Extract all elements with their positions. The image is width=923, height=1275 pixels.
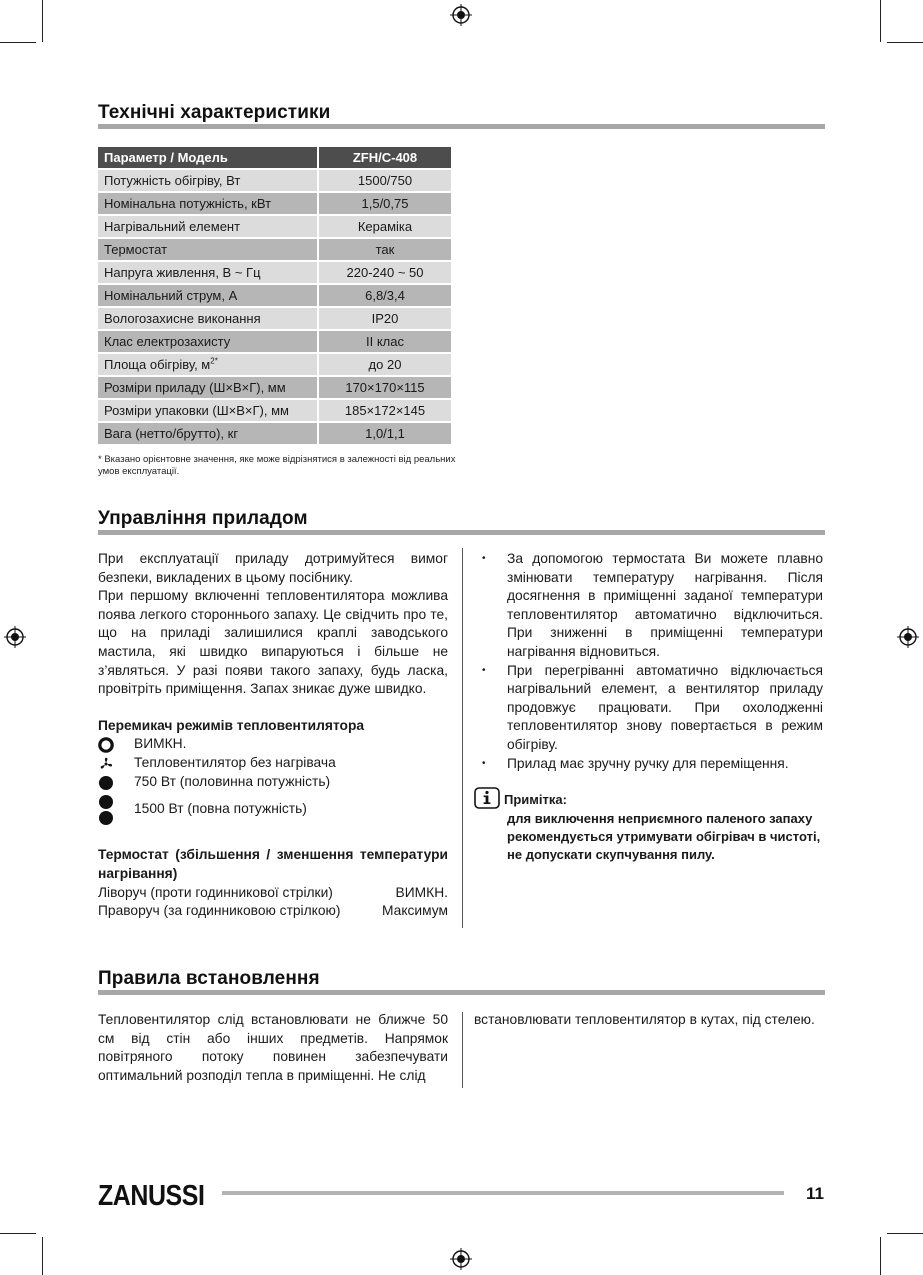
- spec-param: Номінальний струм, А: [98, 285, 319, 306]
- mode-item: [98, 754, 448, 773]
- thermostat-row: [98, 884, 448, 903]
- crop-mark: [887, 1233, 923, 1234]
- install-left-column: [98, 1011, 448, 1085]
- spec-value: так: [319, 239, 451, 260]
- bullet-text: При перегріванні автоматично відключається нагрівальний елемент, а вентилятор приладу продовжує працювати. При охолодженні тепловентилятор знову повертається в режим обігріву.: [507, 662, 823, 752]
- spec-header-param: Параметр / Модель: [98, 147, 319, 168]
- table-row: [98, 400, 451, 421]
- paragraph: встановлювати тепловентилятор в кутах, під стелею.: [474, 1012, 815, 1027]
- spec-param: Клас електрозахисту: [98, 331, 319, 352]
- spec-param: Розміри приладу (Ш×В×Г), мм: [98, 377, 319, 398]
- brand-logo: ZANUSSI: [98, 1180, 205, 1212]
- spec-param: Потужність обігріву, Вт: [98, 170, 319, 191]
- mode-label: ВИМКН.: [134, 736, 187, 752]
- control-section-title: Управління приладом: [98, 508, 308, 529]
- crop-mark: [880, 0, 881, 42]
- spec-value: IP20: [319, 308, 451, 329]
- spec-value: 220-240 ~ 50: [319, 262, 451, 283]
- spec-value: 1500/750: [319, 170, 451, 191]
- spec-value: 6,8/3,4: [319, 285, 451, 306]
- table-row: [98, 216, 451, 237]
- thermostat-title: Термостат (збільшення / зменшення температури нагрівання): [98, 847, 448, 881]
- bullet-icon: •: [482, 553, 486, 564]
- paragraph: При першому включенні тепловентилятора можлива поява легкого стороннього запаху. Це свідчить про те, що на приладі залишилися краплі заводського мастила, які швидко випаруються і більше не з’являться. У разі появи такого запаху, будь ласка, провітріть приміщення. Запах зникає дуже швидко.: [98, 588, 448, 697]
- crop-mark: [0, 1233, 36, 1234]
- spec-param: [98, 354, 319, 375]
- table-row: [98, 331, 451, 352]
- spec-param: Вологозахисне виконання: [98, 308, 319, 329]
- thermostat-direction: Праворуч (за годинниковою стрілкою): [98, 903, 341, 919]
- mode-label: Тепловентилятор без нагрівача: [134, 755, 336, 771]
- spec-param: Напруга живлення, В ~ Гц: [98, 262, 319, 283]
- spec-param-area: Площа обігріву, м: [104, 357, 211, 372]
- spec-value: 1,0/1,1: [319, 423, 451, 444]
- section-divider: [98, 530, 825, 535]
- column-divider: [462, 548, 463, 928]
- bullet-text: Прилад має зручну ручку для переміщення.: [507, 755, 789, 771]
- control-right-column: [474, 550, 823, 864]
- table-row: [98, 170, 451, 191]
- spec-table: [98, 145, 451, 446]
- spec-value: II клас: [319, 331, 451, 352]
- crop-mark: [42, 1237, 43, 1275]
- install-right-column: [474, 1011, 823, 1030]
- info-icon: [474, 787, 500, 809]
- registration-mark-icon: [450, 4, 472, 26]
- spec-header-model: ZFH/C-408: [319, 147, 451, 168]
- list-item: [474, 755, 823, 774]
- paragraph: Тепловентилятор слід встановлювати не ближче 50 см від стін або інших предметів. Напрямок повітряного потоку повинен забезпечувати оптимальний розподіл тепла в приміщенні. Не слід: [98, 1012, 448, 1083]
- page-number: 11: [806, 1184, 824, 1203]
- note-block: [474, 791, 823, 864]
- one-dot-icon: [98, 775, 114, 791]
- table-row: [98, 262, 451, 283]
- two-dots-icon: [98, 794, 114, 826]
- crop-mark: [0, 42, 36, 43]
- thermostat-direction: Ліворуч (проти годинникової стрілки): [98, 884, 333, 900]
- spec-footnote: * Вказано орієнтовне значення, яке може відрізнятися в залежності від реальних умов експлуатації.: [98, 454, 456, 477]
- column-divider: [462, 1012, 463, 1088]
- bullet-icon: •: [482, 664, 486, 676]
- mode-label: 1500 Вт (повна потужність): [134, 801, 307, 817]
- paragraph: При експлуатації приладу дотримуйтеся вимог безпеки, викладених в цьому посібнику.: [98, 551, 448, 585]
- table-row: [98, 285, 451, 306]
- bullet-icon: •: [482, 757, 486, 769]
- registration-mark-icon: [450, 1248, 472, 1270]
- area-superscript: 2*: [210, 356, 218, 366]
- spec-param: Вага (нетто/брутто), кг: [98, 423, 319, 444]
- spec-param: Номінальна потужність, кВт: [98, 193, 319, 214]
- note-title: Примітка:: [504, 792, 567, 808]
- table-row: [98, 377, 451, 398]
- mode-item: [98, 735, 448, 754]
- table-row: [98, 308, 451, 329]
- spec-param: Нагрівальний елемент: [98, 216, 319, 237]
- bullet-text: За допомогою термостата Ви можете плавно змінювати температуру нагрівання. Після досягнення в приміщенні заданої температури тепловентилятор автоматично відключиться. При зниженні в приміщенні температури нагрівання відновиться.: [507, 551, 823, 659]
- section-divider: [98, 124, 825, 129]
- thermostat-value: Максимум: [382, 903, 448, 919]
- footer-rule: [222, 1191, 784, 1195]
- spec-value: до 20: [319, 354, 451, 375]
- off-ring-icon: [98, 737, 114, 753]
- list-item: [474, 550, 823, 662]
- spec-value: 170×170×115: [319, 377, 451, 398]
- fan-icon: [98, 756, 114, 772]
- list-item: [474, 662, 823, 755]
- mode-item: [98, 792, 448, 828]
- modes-title: Перемикач режимів тепловентилятора: [98, 717, 365, 733]
- spec-param: Розміри упаковки (Ш×В×Г), мм: [98, 400, 319, 421]
- crop-mark: [880, 1237, 881, 1275]
- spec-value: 185×172×145: [319, 400, 451, 421]
- thermostat-value: ВИМКН.: [395, 884, 448, 900]
- section-divider: [98, 990, 825, 995]
- control-left-column: [98, 550, 448, 921]
- table-row: [98, 193, 451, 214]
- mode-label: 750 Вт (половинна потужність): [134, 774, 331, 790]
- table-row: [98, 354, 451, 375]
- table-row: [98, 239, 451, 260]
- spec-param: Термостат: [98, 239, 319, 260]
- install-section-title: Правила встановлення: [98, 968, 320, 989]
- thermostat-row: [98, 902, 448, 921]
- crop-mark: [887, 42, 923, 43]
- mode-item: [98, 773, 448, 792]
- spec-value: 1,5/0,75: [319, 193, 451, 214]
- spec-value: Кераміка: [319, 216, 451, 237]
- registration-mark-icon: [897, 626, 919, 648]
- spec-table-header: [98, 147, 451, 168]
- registration-mark-icon: [4, 626, 26, 648]
- specs-section-title: Технічні характеристики: [98, 102, 331, 123]
- crop-mark: [42, 0, 43, 42]
- note-body: для виключення неприємного паленого запаху рекомендується утримувати обігрівач в чистоті, не допускати скупчування пилу.: [507, 810, 821, 862]
- table-row: [98, 423, 451, 444]
